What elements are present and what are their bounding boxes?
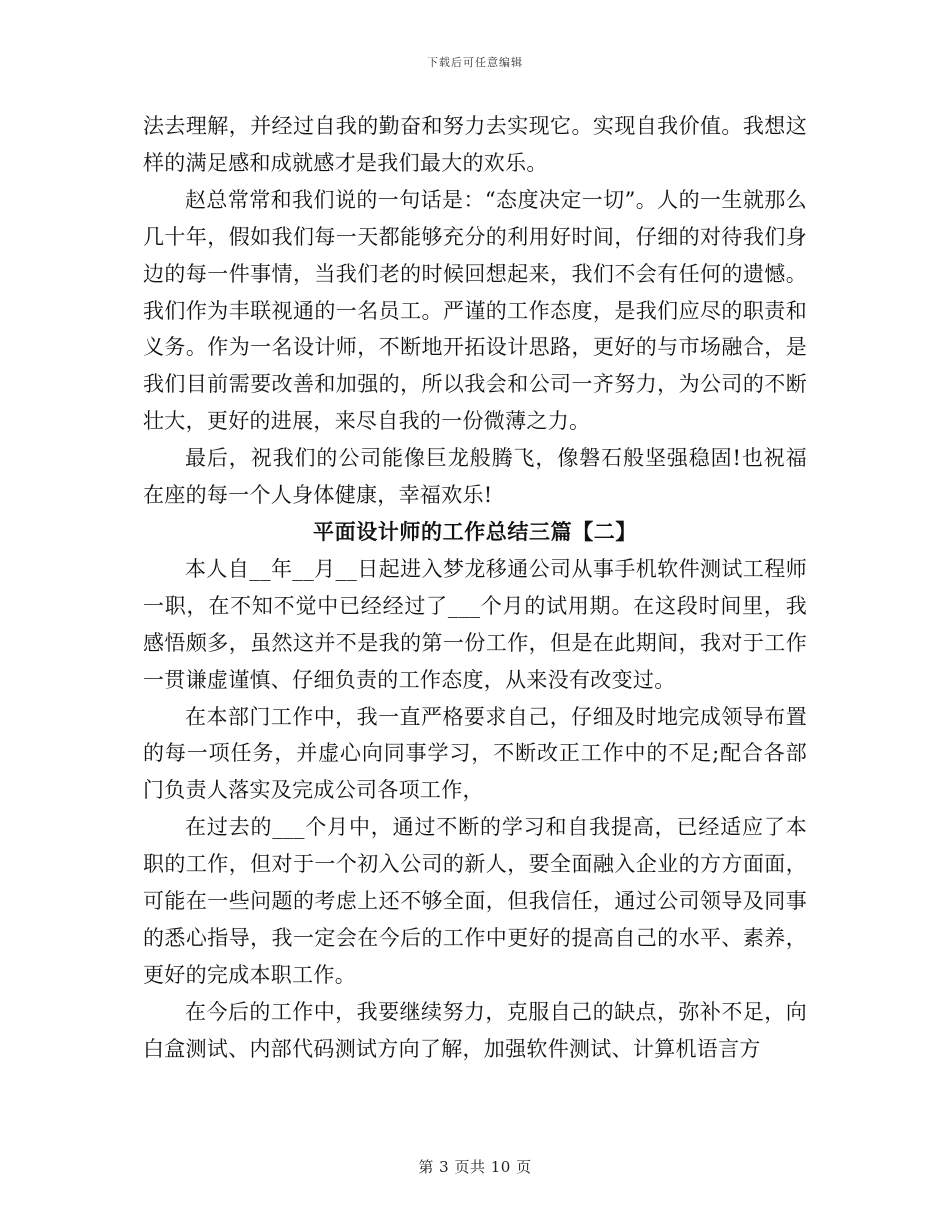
paragraph-3: 最后，祝我们的公司能像巨龙般腾飞，像磐石般坚强稳固!也祝福在座的每一个人身体健康，幸福欢乐! <box>143 446 807 508</box>
paragraph-4: 本人自__年__月__日起进入梦龙移通公司从事手机软件测试工程师一职，在不知不觉中已经经过了___个月的试用期。在这段时间里，我感悟颇多，虽然这并不是我的第一份工作，但是在此期间，我对于工作一贯谦虚谨慎、仔细负责的工作态度，从来没有改变过。 <box>143 556 807 692</box>
paragraph-2: 赵总常常和我们说的一句话是：“态度决定一切”。人的一生就那么几十年，假如我们每一天都能够充分的利用好时间，仔细的对待我们身边的每一件事情，当我们老的时候回想起来，我们不会有任何的遗憾。我们作为丰联视通的一名员工。严谨的工作态度，是我们应尽的职责和义务。作为一名设计师，不断地开拓设计思路，更好的与市场融合，是我们目前需要改善和加强的，所以我会和公司一齐努力，为公司的不断壮大，更好的进展，来尽自我的一份微薄之力。 <box>143 187 807 434</box>
paragraph-6: 在过去的___个月中，通过不断的学习和自我提高，已经适应了本职的工作，但对于一个初入公司的新人，要全面融入企业的方方面面，可能在一些问题的考虑上还不够全面，但我信任，通过公司领导及同事的悉心指导，我一定会在今后的工作中更好的提高自己的水平、素养，更好的完成本职工作。 <box>143 815 807 987</box>
header-note: 下载后可任意编辑 <box>427 56 523 69</box>
section-title: 平面设计师的工作总结三篇【二】 <box>313 518 637 544</box>
paragraph-1: 法去理解，并经过自我的勤奋和努力去实现它。实现自我价值。我想这样的满足感和成就感才是我们最大的欢乐。 <box>143 114 807 175</box>
page-indicator: 第 3 页共 10 页 <box>418 1158 532 1176</box>
paragraph-7: 在今后的工作中，我要继续努力，克服自己的缺点，弥补不足，向白盒测试、内部代码测试方向了解，加强软件测试、计算机语言方 <box>143 999 807 1061</box>
paragraph-5: 在本部门工作中，我一直严格要求自己，仔细及时地完成领导布置的每一项任务，并虚心向同事学习，不断改正工作中的不足;配合各部门负责人落实及完成公司各项工作， <box>143 704 807 803</box>
document-body <box>143 108 807 1068</box>
